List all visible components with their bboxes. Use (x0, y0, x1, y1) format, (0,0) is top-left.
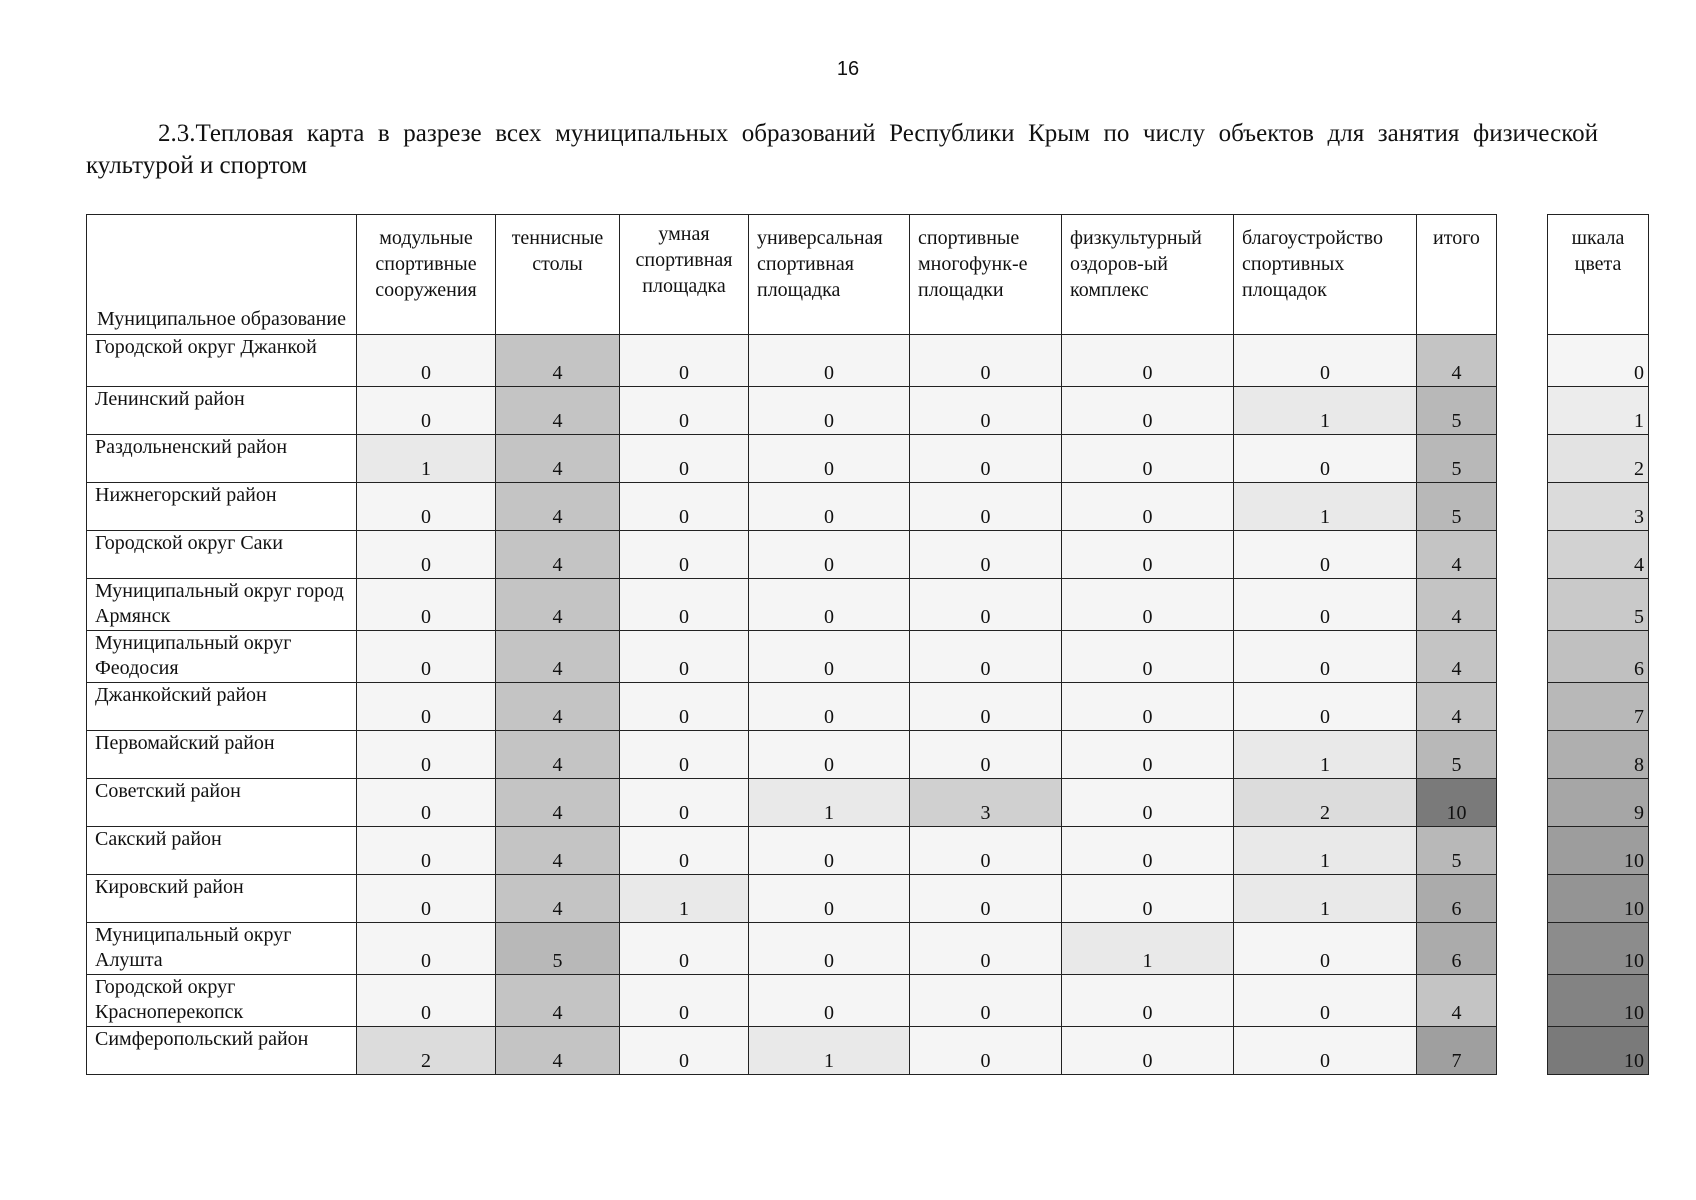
heatmap-cell: 0 (620, 827, 749, 875)
heatmap-cell: 1 (620, 875, 749, 923)
heatmap-cell: 0 (1062, 579, 1234, 631)
heatmap-cell: 0 (357, 335, 496, 387)
heatmap-cell: 0 (620, 923, 749, 975)
row-municipality-name: Муниципальный округ Феодосия (87, 631, 357, 683)
table-row (87, 779, 1497, 827)
heatmap-cell: 0 (357, 827, 496, 875)
row-municipality-name: Раздольненский район (87, 435, 357, 483)
heatmap-cell: 0 (357, 387, 496, 435)
scale-swatch: 0 (1548, 335, 1649, 387)
scale-swatch: 10 (1548, 975, 1649, 1027)
heatmap-cell: 0 (357, 683, 496, 731)
heatmap-cell: 4 (496, 1027, 620, 1075)
scale-swatch: 7 (1548, 683, 1649, 731)
heatmap-cell: 4 (496, 387, 620, 435)
heatmap-cell: 0 (910, 975, 1062, 1027)
scale-swatch: 10 (1548, 827, 1649, 875)
heatmap-cell: 0 (910, 483, 1062, 531)
total-cell: 6 (1417, 875, 1497, 923)
total-cell: 5 (1417, 731, 1497, 779)
scale-swatch: 3 (1548, 483, 1649, 531)
heatmap-cell: 0 (749, 631, 910, 683)
heatmap-cell: 1 (1062, 923, 1234, 975)
heatmap-cell: 0 (910, 683, 1062, 731)
heatmap-cell: 4 (496, 779, 620, 827)
heatmap-cell: 0 (749, 335, 910, 387)
scale-swatch: 10 (1548, 1027, 1649, 1075)
heatmap-cell: 2 (357, 1027, 496, 1075)
row-municipality-name: Ленинский район (87, 387, 357, 435)
heatmap-cell: 1 (749, 779, 910, 827)
heatmap-cell: 0 (620, 683, 749, 731)
total-cell: 5 (1417, 483, 1497, 531)
heatmap-cell: 4 (496, 827, 620, 875)
table-row (87, 975, 1497, 1027)
table-row (87, 435, 1497, 483)
row-municipality-name: Городской округ Красноперекопск (87, 975, 357, 1027)
table-row (87, 483, 1497, 531)
heatmap-cell: 0 (910, 827, 1062, 875)
heatmap-cell: 3 (910, 779, 1062, 827)
heatmap-cell: 0 (620, 779, 749, 827)
heatmap-cell: 1 (1234, 387, 1417, 435)
total-cell: 5 (1417, 387, 1497, 435)
heatmap-cell: 4 (496, 631, 620, 683)
row-municipality-name: Советский район (87, 779, 357, 827)
scale-swatch: 5 (1548, 579, 1649, 631)
heatmap-cell: 1 (1234, 875, 1417, 923)
heatmap-cell: 0 (749, 923, 910, 975)
heatmap-cell: 0 (620, 531, 749, 579)
row-municipality-name: Городской округ Джанкой (87, 335, 357, 387)
heatmap-cell: 0 (1234, 1027, 1417, 1075)
row-municipality-name: Кировский район (87, 875, 357, 923)
heatmap-cell: 0 (1062, 435, 1234, 483)
column-header-municipality: Муниципальное образование (87, 215, 357, 335)
heatmap-cell: 0 (749, 975, 910, 1027)
heatmap-cell: 0 (910, 631, 1062, 683)
heatmap-cell: 0 (357, 875, 496, 923)
heatmap-cell: 1 (1234, 827, 1417, 875)
heatmap-cell: 0 (910, 335, 1062, 387)
total-cell: 5 (1417, 435, 1497, 483)
heatmap-cell: 0 (620, 1027, 749, 1075)
column-header-smart: умная спортивная площадка (620, 215, 749, 335)
heatmap-cell: 4 (496, 875, 620, 923)
heatmap-cell: 0 (357, 731, 496, 779)
heatmap-cell: 4 (496, 579, 620, 631)
heatmap-cell: 0 (620, 975, 749, 1027)
heatmap-cell: 0 (1062, 387, 1234, 435)
heatmap-cell: 0 (910, 531, 1062, 579)
heatmap-cell: 0 (749, 827, 910, 875)
scale-swatch: 1 (1548, 387, 1649, 435)
table-row (87, 731, 1497, 779)
heatmap-cell: 0 (749, 435, 910, 483)
scale-header: шкала цвета (1548, 215, 1649, 335)
heatmap-cell: 1 (1234, 731, 1417, 779)
scale-swatch: 4 (1548, 531, 1649, 579)
heatmap-cell: 0 (910, 731, 1062, 779)
total-cell: 4 (1417, 531, 1497, 579)
heatmap-cell: 0 (1062, 631, 1234, 683)
heatmap-cell: 0 (910, 387, 1062, 435)
heatmap-cell: 0 (1062, 683, 1234, 731)
total-cell: 4 (1417, 631, 1497, 683)
total-cell: 4 (1417, 335, 1497, 387)
heatmap-cell: 0 (357, 579, 496, 631)
column-header-fitness-complex: физкультурный оздоров-ый комплекс (1062, 215, 1234, 335)
heatmap-cell: 0 (749, 579, 910, 631)
heatmap-cell: 0 (357, 631, 496, 683)
heatmap-cell: 0 (1062, 875, 1234, 923)
table-row (87, 827, 1497, 875)
heatmap-cell: 0 (1234, 531, 1417, 579)
table-row (87, 875, 1497, 923)
heatmap-cell: 0 (357, 531, 496, 579)
heatmap-cell: 0 (620, 483, 749, 531)
heatmap-cell: 0 (1234, 335, 1417, 387)
column-header-total: итого (1417, 215, 1497, 335)
table-row (87, 631, 1497, 683)
heatmap-cell: 0 (620, 435, 749, 483)
heatmap-cell: 0 (620, 335, 749, 387)
heatmap-cell: 0 (1062, 779, 1234, 827)
heatmap-cell: 0 (1234, 683, 1417, 731)
scale-swatch: 2 (1548, 435, 1649, 483)
table-row (87, 335, 1497, 387)
column-header-multifunctional: спортивные многофунк-е площадки (910, 215, 1062, 335)
heatmap-cell: 0 (620, 387, 749, 435)
heatmap-cell: 0 (1062, 827, 1234, 875)
heatmap-cell: 4 (496, 683, 620, 731)
heatmap-cell: 0 (1234, 579, 1417, 631)
column-header-universal: универсальная спортивная площадка (749, 215, 910, 335)
scale-swatch: 8 (1548, 731, 1649, 779)
total-cell: 10 (1417, 779, 1497, 827)
scale-swatch: 9 (1548, 779, 1649, 827)
heatmap-cell: 0 (749, 683, 910, 731)
heatmap-cell: 0 (1062, 731, 1234, 779)
heatmap-cell: 5 (496, 923, 620, 975)
scale-swatch: 10 (1548, 923, 1649, 975)
total-cell: 7 (1417, 1027, 1497, 1075)
color-scale-table (1547, 214, 1649, 1075)
column-header-improvement: благоустройство спортивных площадок (1234, 215, 1417, 335)
table-row (87, 1027, 1497, 1075)
heatmap-cell: 0 (620, 579, 749, 631)
heatmap-cell: 4 (496, 531, 620, 579)
heatmap-cell: 0 (1234, 923, 1417, 975)
table-row (87, 579, 1497, 631)
heatmap-cell: 0 (1062, 975, 1234, 1027)
heatmap-cell: 0 (1234, 975, 1417, 1027)
row-municipality-name: Нижнегорский район (87, 483, 357, 531)
row-municipality-name: Сакский район (87, 827, 357, 875)
scale-swatch: 10 (1548, 875, 1649, 923)
scale-swatch: 6 (1548, 631, 1649, 683)
heatmap-cell: 0 (620, 631, 749, 683)
heatmap-cell: 0 (1062, 335, 1234, 387)
heatmap-table (86, 214, 1497, 1075)
row-municipality-name: Первомайский район (87, 731, 357, 779)
header-row (87, 215, 1497, 335)
heatmap-cell: 0 (357, 779, 496, 827)
heatmap-cell: 0 (1062, 531, 1234, 579)
row-municipality-name: Муниципальный округ Алушта (87, 923, 357, 975)
total-cell: 4 (1417, 975, 1497, 1027)
heatmap-cell: 4 (496, 975, 620, 1027)
column-header-tennis: теннисные столы (496, 215, 620, 335)
row-municipality-name: Городской округ Саки (87, 531, 357, 579)
total-cell: 4 (1417, 579, 1497, 631)
heatmap-cell: 0 (910, 435, 1062, 483)
row-municipality-name: Джанкойский район (87, 683, 357, 731)
heatmap-cell: 0 (910, 1027, 1062, 1075)
total-cell: 5 (1417, 827, 1497, 875)
heatmap-cell: 1 (1234, 483, 1417, 531)
heatmap-cell: 0 (1062, 483, 1234, 531)
heatmap-cell: 0 (749, 387, 910, 435)
heatmap-cell: 1 (357, 435, 496, 483)
table-row (87, 923, 1497, 975)
heatmap-cell: 0 (910, 579, 1062, 631)
table-row (87, 683, 1497, 731)
column-header-modular: модульные спортивные сооружения (357, 215, 496, 335)
heatmap-cell: 0 (357, 483, 496, 531)
heatmap-cell: 0 (357, 923, 496, 975)
heatmap-cell: 0 (620, 731, 749, 779)
table-row (87, 387, 1497, 435)
heatmap-cell: 4 (496, 731, 620, 779)
row-municipality-name: Муниципальный округ город Армянск (87, 579, 357, 631)
page-heading: 2.3.Тепловая карта в разрезе всех муниципальных образований Республики Крым по числу объектов для занятия физической культурой и спортом (86, 120, 1598, 179)
heatmap-cell: 0 (910, 875, 1062, 923)
page-number: 16 (836, 58, 860, 80)
heatmap-cell: 4 (496, 435, 620, 483)
heatmap-cell: 0 (1234, 631, 1417, 683)
heatmap-cell: 4 (496, 483, 620, 531)
heatmap-cell: 0 (910, 923, 1062, 975)
heatmap-cell: 0 (749, 731, 910, 779)
heatmap-cell: 0 (749, 531, 910, 579)
total-cell: 4 (1417, 683, 1497, 731)
table-row (87, 531, 1497, 579)
heatmap-cell: 0 (1234, 435, 1417, 483)
heatmap-cell: 2 (1234, 779, 1417, 827)
heatmap-cell: 0 (357, 975, 496, 1027)
row-municipality-name: Симферопольский район (87, 1027, 357, 1075)
heatmap-cell: 4 (496, 335, 620, 387)
heatmap-cell: 0 (749, 875, 910, 923)
heatmap-cell: 0 (749, 483, 910, 531)
heatmap-cell: 0 (1062, 1027, 1234, 1075)
total-cell: 6 (1417, 923, 1497, 975)
heatmap-cell: 1 (749, 1027, 910, 1075)
